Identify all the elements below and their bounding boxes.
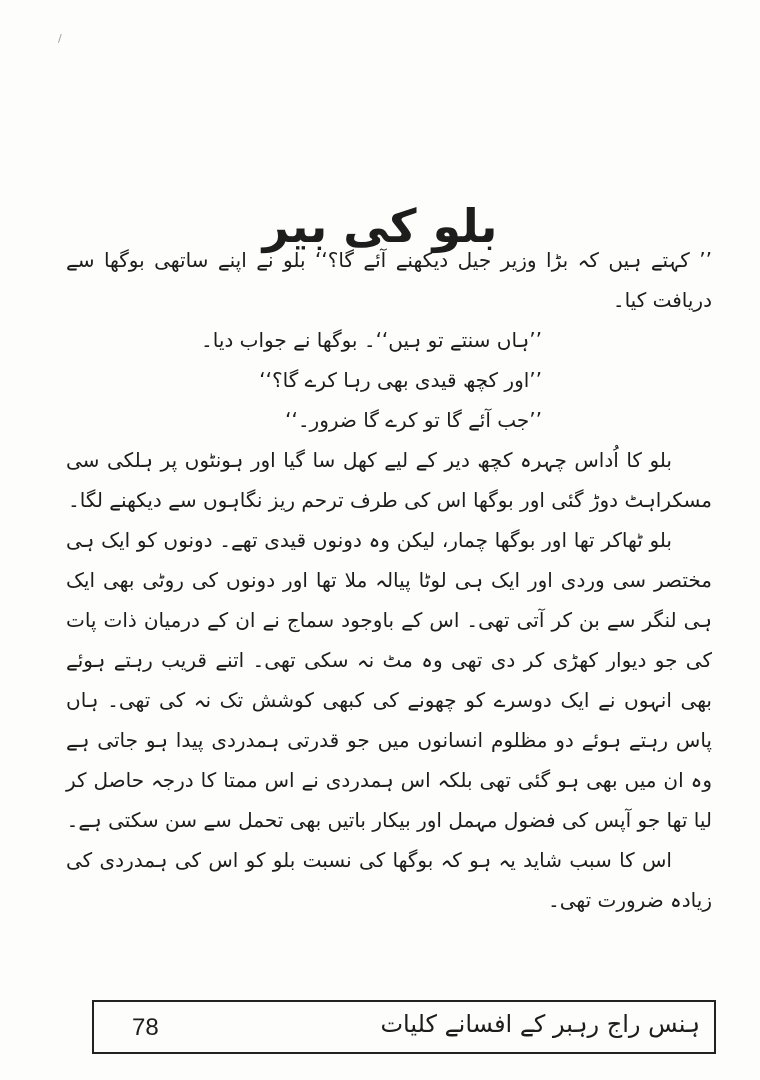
- paragraph-4: اس کا سبب شاید یہ ہو کہ بوگھا کی نسبت بلو کو اس کی ہمدردی کی زیادہ ضرورت تھی۔: [66, 848, 712, 912]
- book-title: ہنس راج رہبر کے افسانے کلیات: [380, 1010, 700, 1038]
- dialogue-line-2: ’’اور کچھ قیدی بھی رہا کرے گا؟‘‘: [259, 368, 542, 392]
- dialogue-line-3: ’’جب آئے گا تو کرے گا ضرور۔‘‘: [285, 408, 542, 432]
- corner-mark: /: [58, 32, 62, 45]
- story-title: بلو کی بیر: [262, 198, 498, 253]
- paragraph-2: بلو کا اُداس چہرہ کچھ دیر کے لیے کھل سا گیا اور ہونٹوں پر ہلکی سی مسکراہٹ دوڑ گئی اور بوگھا اس کی طرف ترحم ریز نگاہوں سے دیکھنے لگا۔: [66, 448, 712, 512]
- paragraph-3: بلو ٹھاکر تھا اور بوگھا چمار، لیکن وہ دونوں قیدی تھے۔ دونوں کو ایک ہی مختصر سی وردی اور ایک ہی لوٹا پیالہ ملا تھا اور دونوں کی روٹی بھی ایک ہی لنگر سے بن کر آتی تھی۔ اس کے باوجود سماج نے ان کے درمیان ذات پات کی جو دیوار کھڑی کر دی تھی وہ مٹ نہ سکی تھی۔ اتنے قریب رہتے ہوئے بھی انہوں نے ایک دوسرے کو چھونے کی کبھی کوشش تک نہ کی تھی۔ ہاں پاس رہتے ہوئے دو مظلوم انسانوں میں جو قدرتی ہمدردی پیدا ہو جاتی ہے وہ ان میں بھی ہو گئی تھی بلکہ اس ہمدردی نے اس ممتا کا درجہ حاصل کر لیا تھا جو آپس کی فضول مہمل اور بیکار باتیں بھی تحمل سے سن سکتی ہے۔: [66, 528, 712, 832]
- page-footer: [92, 1000, 716, 1054]
- dialogue-line-1: ’’ہاں سنتے تو ہیں‘‘۔ بوگھا نے جواب دیا۔: [201, 328, 542, 352]
- story-body: [66, 240, 712, 920]
- page-number: 78: [132, 1014, 159, 1041]
- paragraph-1: ’’ کہتے ہیں کہ بڑا وزیر جیل دیکھنے آئے گا؟‘‘ بلو نے اپنے ساتھی بوگھا سے دریافت کیا۔: [66, 248, 712, 312]
